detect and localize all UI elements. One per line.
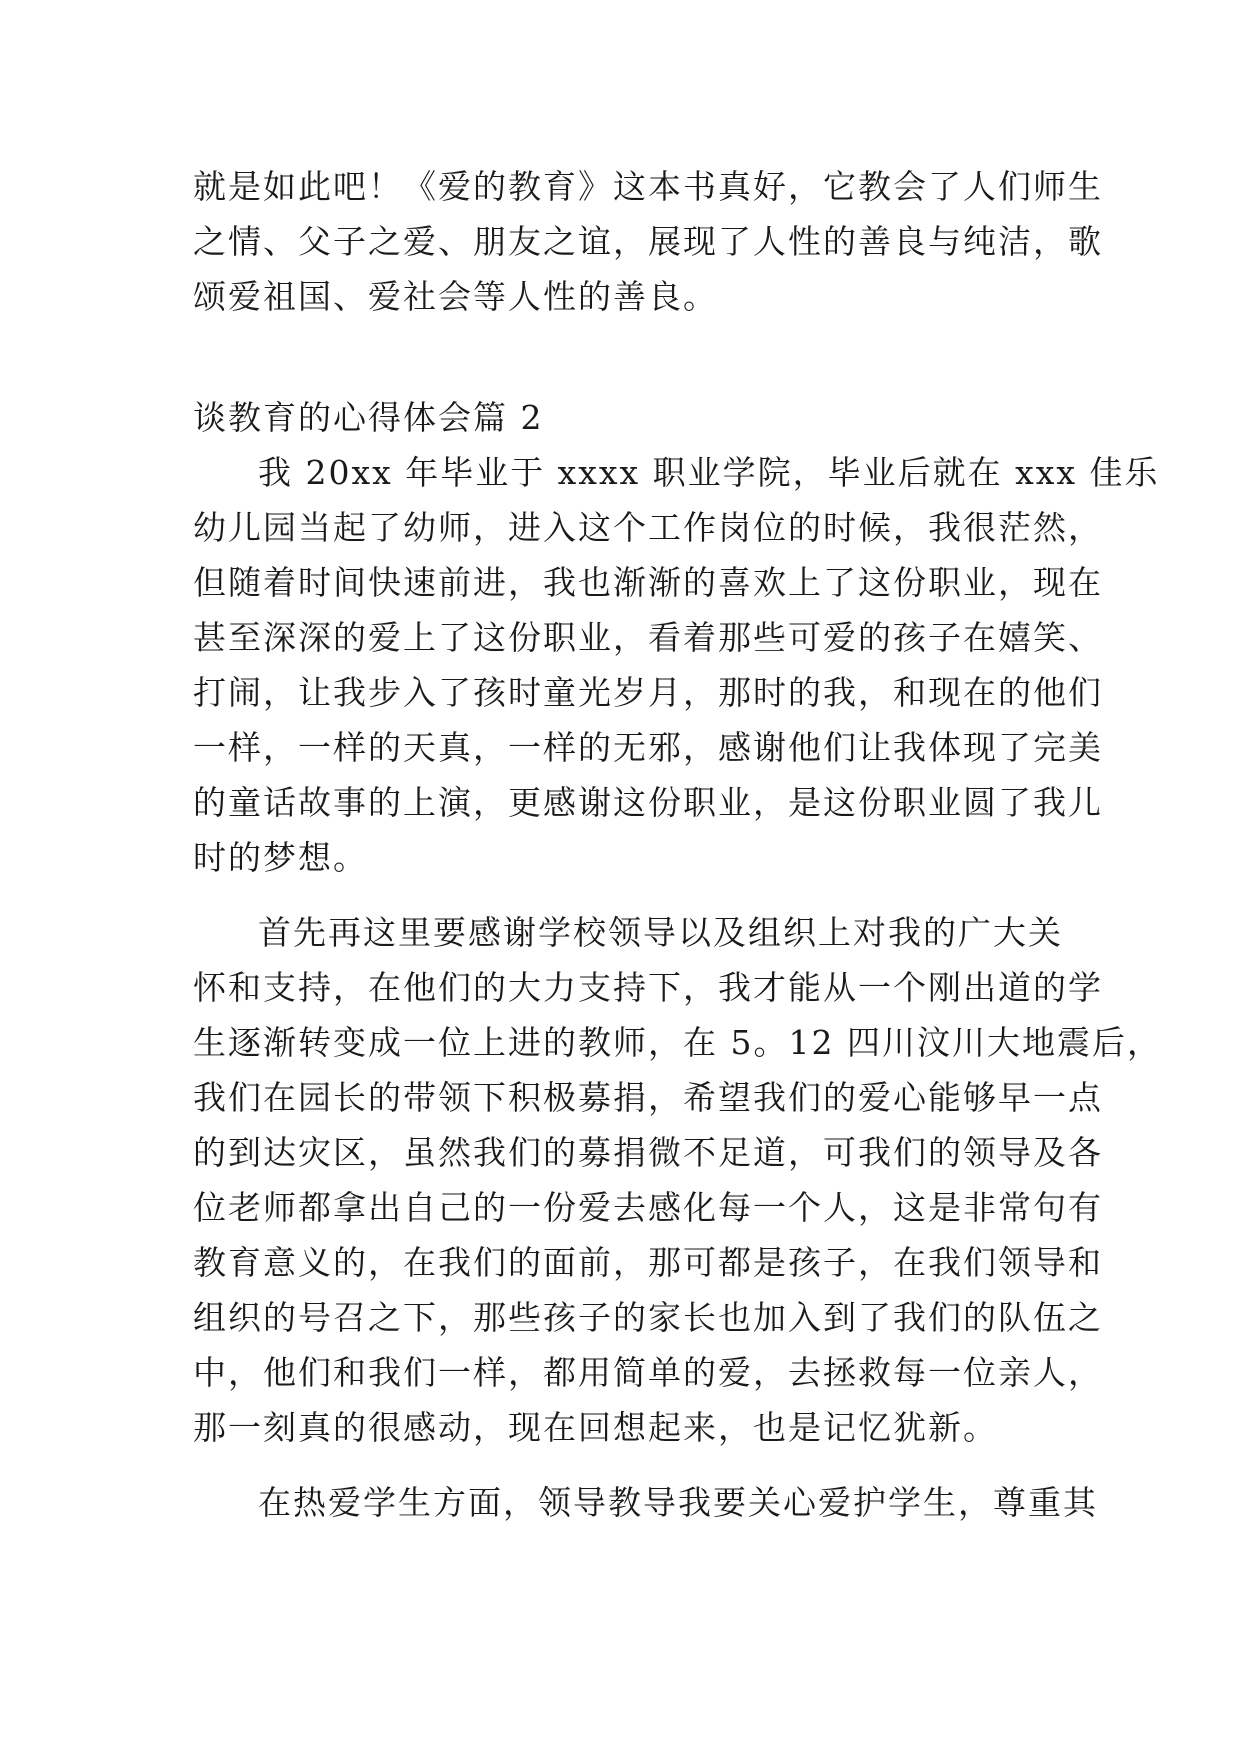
text-line: 怀和支持，在他们的大力支持下，我才能从一个刚出道的学: [193, 968, 1103, 1007]
text-line: 幼儿园当起了幼师，进入这个工作岗位的时候，我很茫然，: [193, 508, 1103, 547]
text-line: 中，他们和我们一样，都用简单的爱，去拯救每一位亲人，: [193, 1353, 1103, 1392]
text-line: 时的梦想。: [193, 838, 368, 877]
text-line: 教育意义的，在我们的面前，那可都是孩子，在我们领导和: [193, 1243, 1103, 1282]
section-heading: 谈教育的心得体会篇 2: [193, 398, 544, 437]
text-line: 之情、父子之爱、朋友之谊，展现了人性的善良与纯洁，歌: [193, 222, 1103, 261]
text-line: 生逐渐转变成一位上进的教师，在 5。12 四川汶川大地震后，: [193, 1023, 1162, 1062]
text-line: 但随着时间快速前进，我也渐渐的喜欢上了这份职业，现在: [193, 563, 1103, 602]
text-line: 组织的号召之下，那些孩子的家长也加入到了我们的队伍之: [193, 1298, 1103, 1337]
text-line: 的到达灾区，虽然我们的募捐微不足道，可我们的领导及各: [193, 1133, 1103, 1172]
text-line: 首先再这里要感谢学校领导以及组织上对我的广大关: [258, 913, 1063, 952]
text-line: 的童话故事的上演，更感谢这份职业，是这份职业圆了我儿: [193, 783, 1103, 822]
text-line: 我们在园长的带领下积极募捐，希望我们的爱心能够早一点: [193, 1078, 1103, 1117]
text-line: 我 20xx 年毕业于 xxxx 职业学院，毕业后就在 xxx 佳乐: [258, 453, 1160, 492]
text-line: 一样，一样的天真，一样的无邪，感谢他们让我体现了完美: [193, 728, 1103, 767]
text-line: 就是如此吧！《爱的教育》这本书真好，它教会了人们师生: [193, 167, 1103, 206]
text-line: 位老师都拿出自己的一份爱去感化每一个人，这是非常句有: [193, 1188, 1103, 1227]
text-line: 打闹，让我步入了孩时童光岁月，那时的我，和现在的他们: [193, 673, 1103, 712]
text-line: 颂爱祖国、爱社会等人性的善良。: [193, 277, 718, 316]
text-line: 甚至深深的爱上了这份职业，看着那些可爱的孩子在嬉笑、: [193, 618, 1103, 657]
text-line: 在热爱学生方面，领导教导我要关心爱护学生，尊重其: [258, 1483, 1098, 1522]
text-line: 那一刻真的很感动，现在回想起来，也是记忆犹新。: [193, 1408, 998, 1447]
